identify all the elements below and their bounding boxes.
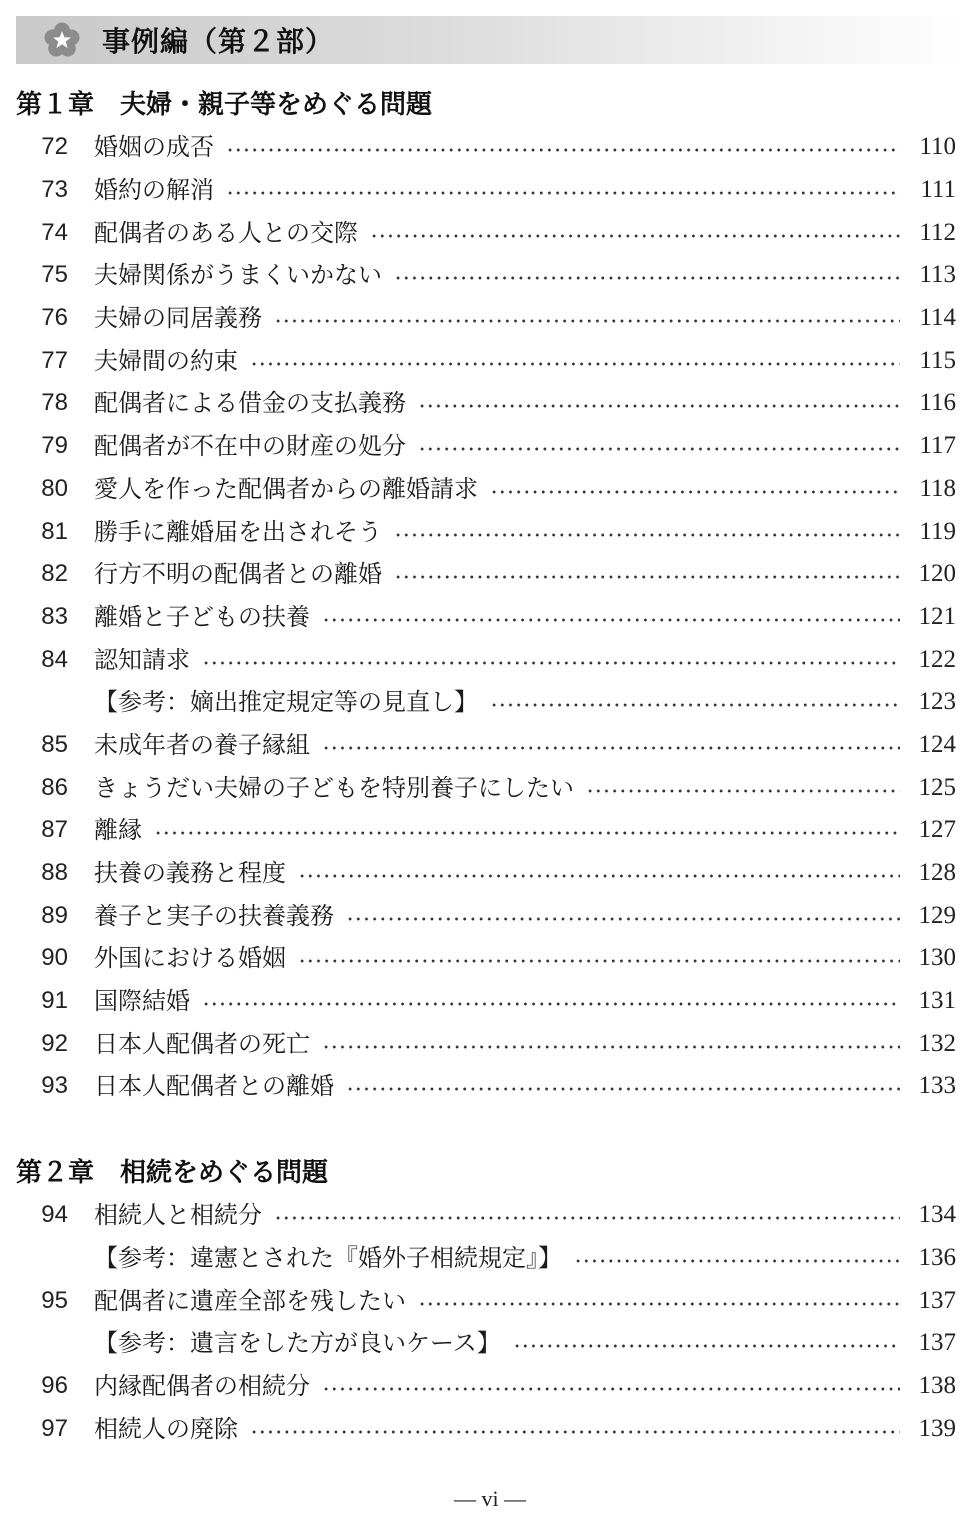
entry-number: 74 [41, 218, 68, 246]
entry-title: 夫婦関係がうまくいかない [94, 261, 382, 290]
dot-leader [370, 233, 900, 239]
entry-page-number: 110 [919, 133, 956, 161]
entry-title: 未成年者の養子縁組 [94, 730, 310, 759]
entry-page-number: 117 [919, 432, 956, 460]
entry-title: 配偶者に遺産全部を残したい [94, 1286, 406, 1315]
entry-page-number: 122 [918, 645, 956, 673]
entry-title: 養子と実子の扶養義務 [94, 901, 334, 930]
toc-list-chapter-2 [0, 1194, 980, 1450]
entry-title: 離縁 [94, 816, 142, 845]
entry-title: 扶養の義務と程度 [94, 859, 286, 888]
entry-number: 79 [41, 432, 68, 460]
dot-leader [322, 617, 900, 623]
toc-entry [0, 980, 980, 1023]
dot-leader [202, 1001, 900, 1007]
toc-entry [0, 852, 980, 895]
entry-number: 84 [41, 645, 68, 673]
entry-title: 外国における婚姻 [94, 944, 286, 973]
toc-entry [0, 553, 980, 596]
toc-entry [0, 297, 980, 340]
toc-entry [0, 809, 980, 852]
entry-page-number: 121 [918, 602, 956, 630]
entry-number: 72 [41, 133, 68, 161]
dot-leader [346, 916, 900, 922]
entry-page-number: 137 [918, 1329, 956, 1357]
dot-leader [490, 489, 900, 495]
toc-entry [0, 1022, 980, 1065]
dot-leader [226, 190, 900, 196]
entry-number: 93 [41, 1072, 68, 1100]
entry-page-number: 116 [919, 389, 956, 417]
entry-page-number: 138 [918, 1372, 956, 1400]
toc-entry [0, 1322, 980, 1365]
entry-page-number: 125 [918, 773, 956, 801]
entry-number: 97 [41, 1414, 68, 1442]
entry-title: 配偶者による借金の支払義務 [94, 389, 406, 418]
toc-entry [0, 596, 980, 639]
entry-title: 夫婦の同居義務 [94, 304, 262, 333]
entry-page-number: 130 [918, 944, 956, 972]
toc-entry [0, 894, 980, 937]
entry-title: 国際結婚 [94, 987, 190, 1016]
entry-number: 89 [41, 901, 68, 929]
toc-entry [0, 766, 980, 809]
dot-leader [298, 958, 900, 964]
entry-page-number: 123 [918, 688, 956, 716]
toc-entry [0, 382, 980, 425]
chapter-title: 第２章 相続をめぐる問題 [16, 1158, 329, 1188]
entry-title: 夫婦間の約束 [94, 346, 238, 375]
toc-entry [0, 638, 980, 681]
entry-number: 80 [41, 474, 68, 502]
entry-number: 75 [41, 261, 68, 289]
dot-leader [490, 702, 900, 708]
dot-leader [250, 1429, 900, 1435]
entry-number: 73 [41, 176, 68, 204]
toc-entry [0, 1407, 980, 1450]
entry-number: 85 [41, 730, 68, 758]
entry-number: 77 [41, 346, 68, 374]
chapter-title: 第１章 夫婦・親子等をめぐる問題 [16, 90, 433, 120]
entry-page-number: 119 [919, 517, 956, 545]
entry-title: 内縁配偶者の相続分 [94, 1372, 310, 1401]
dot-leader [322, 1044, 900, 1050]
dot-leader [394, 574, 900, 580]
entry-page-number: 115 [919, 346, 956, 374]
entry-page-number: 139 [918, 1414, 956, 1442]
entry-title: 日本人配偶者との離婚 [94, 1072, 334, 1101]
entry-page-number: 133 [918, 1072, 956, 1100]
entry-title: 配偶者が不在中の財産の処分 [94, 432, 406, 461]
entry-number: 91 [41, 987, 68, 1015]
entry-number: 76 [41, 304, 68, 332]
entry-number: 87 [41, 816, 68, 844]
entry-page-number: 132 [918, 1029, 956, 1057]
entry-number: 83 [41, 602, 68, 630]
entry-title: 相続人の廃除 [94, 1414, 238, 1443]
dot-leader [418, 1301, 900, 1307]
toc-entry [0, 211, 980, 254]
entry-title: 離婚と子どもの扶養 [94, 602, 310, 631]
toc-entry [0, 937, 980, 980]
dot-leader [298, 873, 900, 879]
entry-page-number: 113 [919, 261, 956, 289]
entry-page-number: 131 [918, 987, 956, 1015]
entry-page-number: 112 [919, 218, 956, 246]
dot-leader [394, 532, 900, 538]
entry-number: 92 [41, 1029, 68, 1057]
entry-page-number: 127 [918, 816, 956, 844]
entry-title: 行方不明の配偶者との離婚 [94, 560, 382, 589]
dot-leader [346, 1086, 900, 1092]
entry-title: 配偶者のある人との交際 [94, 218, 358, 247]
toc-entry [0, 681, 980, 724]
dot-leader [322, 745, 900, 751]
dot-leader [154, 830, 900, 836]
dot-leader [394, 275, 900, 281]
entry-title: きょうだい夫婦の子どもを特別養子にしたい [94, 773, 574, 802]
entry-number: 82 [41, 560, 68, 588]
entry-page-number: 111 [920, 176, 956, 204]
dot-leader [226, 147, 900, 153]
dot-leader [586, 788, 900, 794]
dot-leader [322, 1386, 900, 1392]
entry-page-number: 137 [918, 1286, 956, 1314]
entry-page-number: 136 [918, 1244, 956, 1272]
entry-number: 88 [41, 859, 68, 887]
toc-entry [0, 468, 980, 511]
entry-title: 認知請求 [94, 645, 190, 674]
dot-leader [513, 1343, 900, 1349]
entry-title: 日本人配偶者の死亡 [94, 1029, 310, 1058]
flower-star-icon [44, 22, 80, 58]
toc-entry [0, 510, 980, 553]
toc-list-chapter-1 [0, 126, 980, 1108]
entry-title: 勝手に離婚届を出されそう [94, 517, 382, 546]
entry-title: 【参考：違憲とされた『婚外子相続規定』】 [94, 1244, 562, 1273]
entry-title: 相続人と相続分 [94, 1201, 262, 1230]
toc-entry [0, 169, 980, 212]
entry-page-number: 120 [918, 560, 956, 588]
toc-entry [0, 425, 980, 468]
toc-entry [0, 1279, 980, 1322]
toc-entry [0, 1365, 980, 1408]
entry-number: 95 [41, 1286, 68, 1314]
entry-page-number: 114 [919, 304, 956, 332]
entry-page-number: 128 [918, 859, 956, 887]
entry-number: 78 [41, 389, 68, 417]
toc-entry [0, 339, 980, 382]
entry-page-number: 134 [918, 1201, 956, 1229]
toc-entry [0, 1194, 980, 1237]
entry-title: 愛人を作った配偶者からの離婚請求 [94, 474, 478, 503]
entry-title: 婚約の解消 [94, 176, 214, 205]
part-banner [16, 16, 968, 64]
dot-leader [418, 403, 900, 409]
dot-leader [250, 361, 900, 367]
toc-entry [0, 724, 980, 767]
entry-number: 86 [41, 773, 68, 801]
dot-leader [274, 318, 900, 324]
entry-number: 90 [41, 944, 68, 972]
toc-entry [0, 1065, 980, 1108]
entry-title: 【参考：遺言をした方が良いケース】 [94, 1329, 501, 1358]
entry-title: 【参考：嫡出推定規定等の見直し】 [94, 688, 478, 717]
dot-leader [574, 1258, 900, 1264]
toc-entry [0, 1237, 980, 1280]
entry-number: 81 [41, 517, 68, 545]
toc-entry [0, 126, 980, 169]
entry-page-number: 124 [918, 730, 956, 758]
entry-number: 94 [41, 1201, 68, 1229]
entry-page-number: 129 [918, 901, 956, 929]
entry-title: 婚姻の成否 [94, 133, 214, 162]
entry-page-number: 118 [919, 474, 956, 502]
page-number: — vi — [453, 1486, 527, 1511]
part-title: 事例編（第２部） [102, 25, 335, 58]
toc-entry [0, 254, 980, 297]
entry-number: 96 [41, 1372, 68, 1400]
dot-leader [274, 1215, 900, 1221]
dot-leader [418, 446, 900, 452]
dot-leader [202, 660, 900, 666]
